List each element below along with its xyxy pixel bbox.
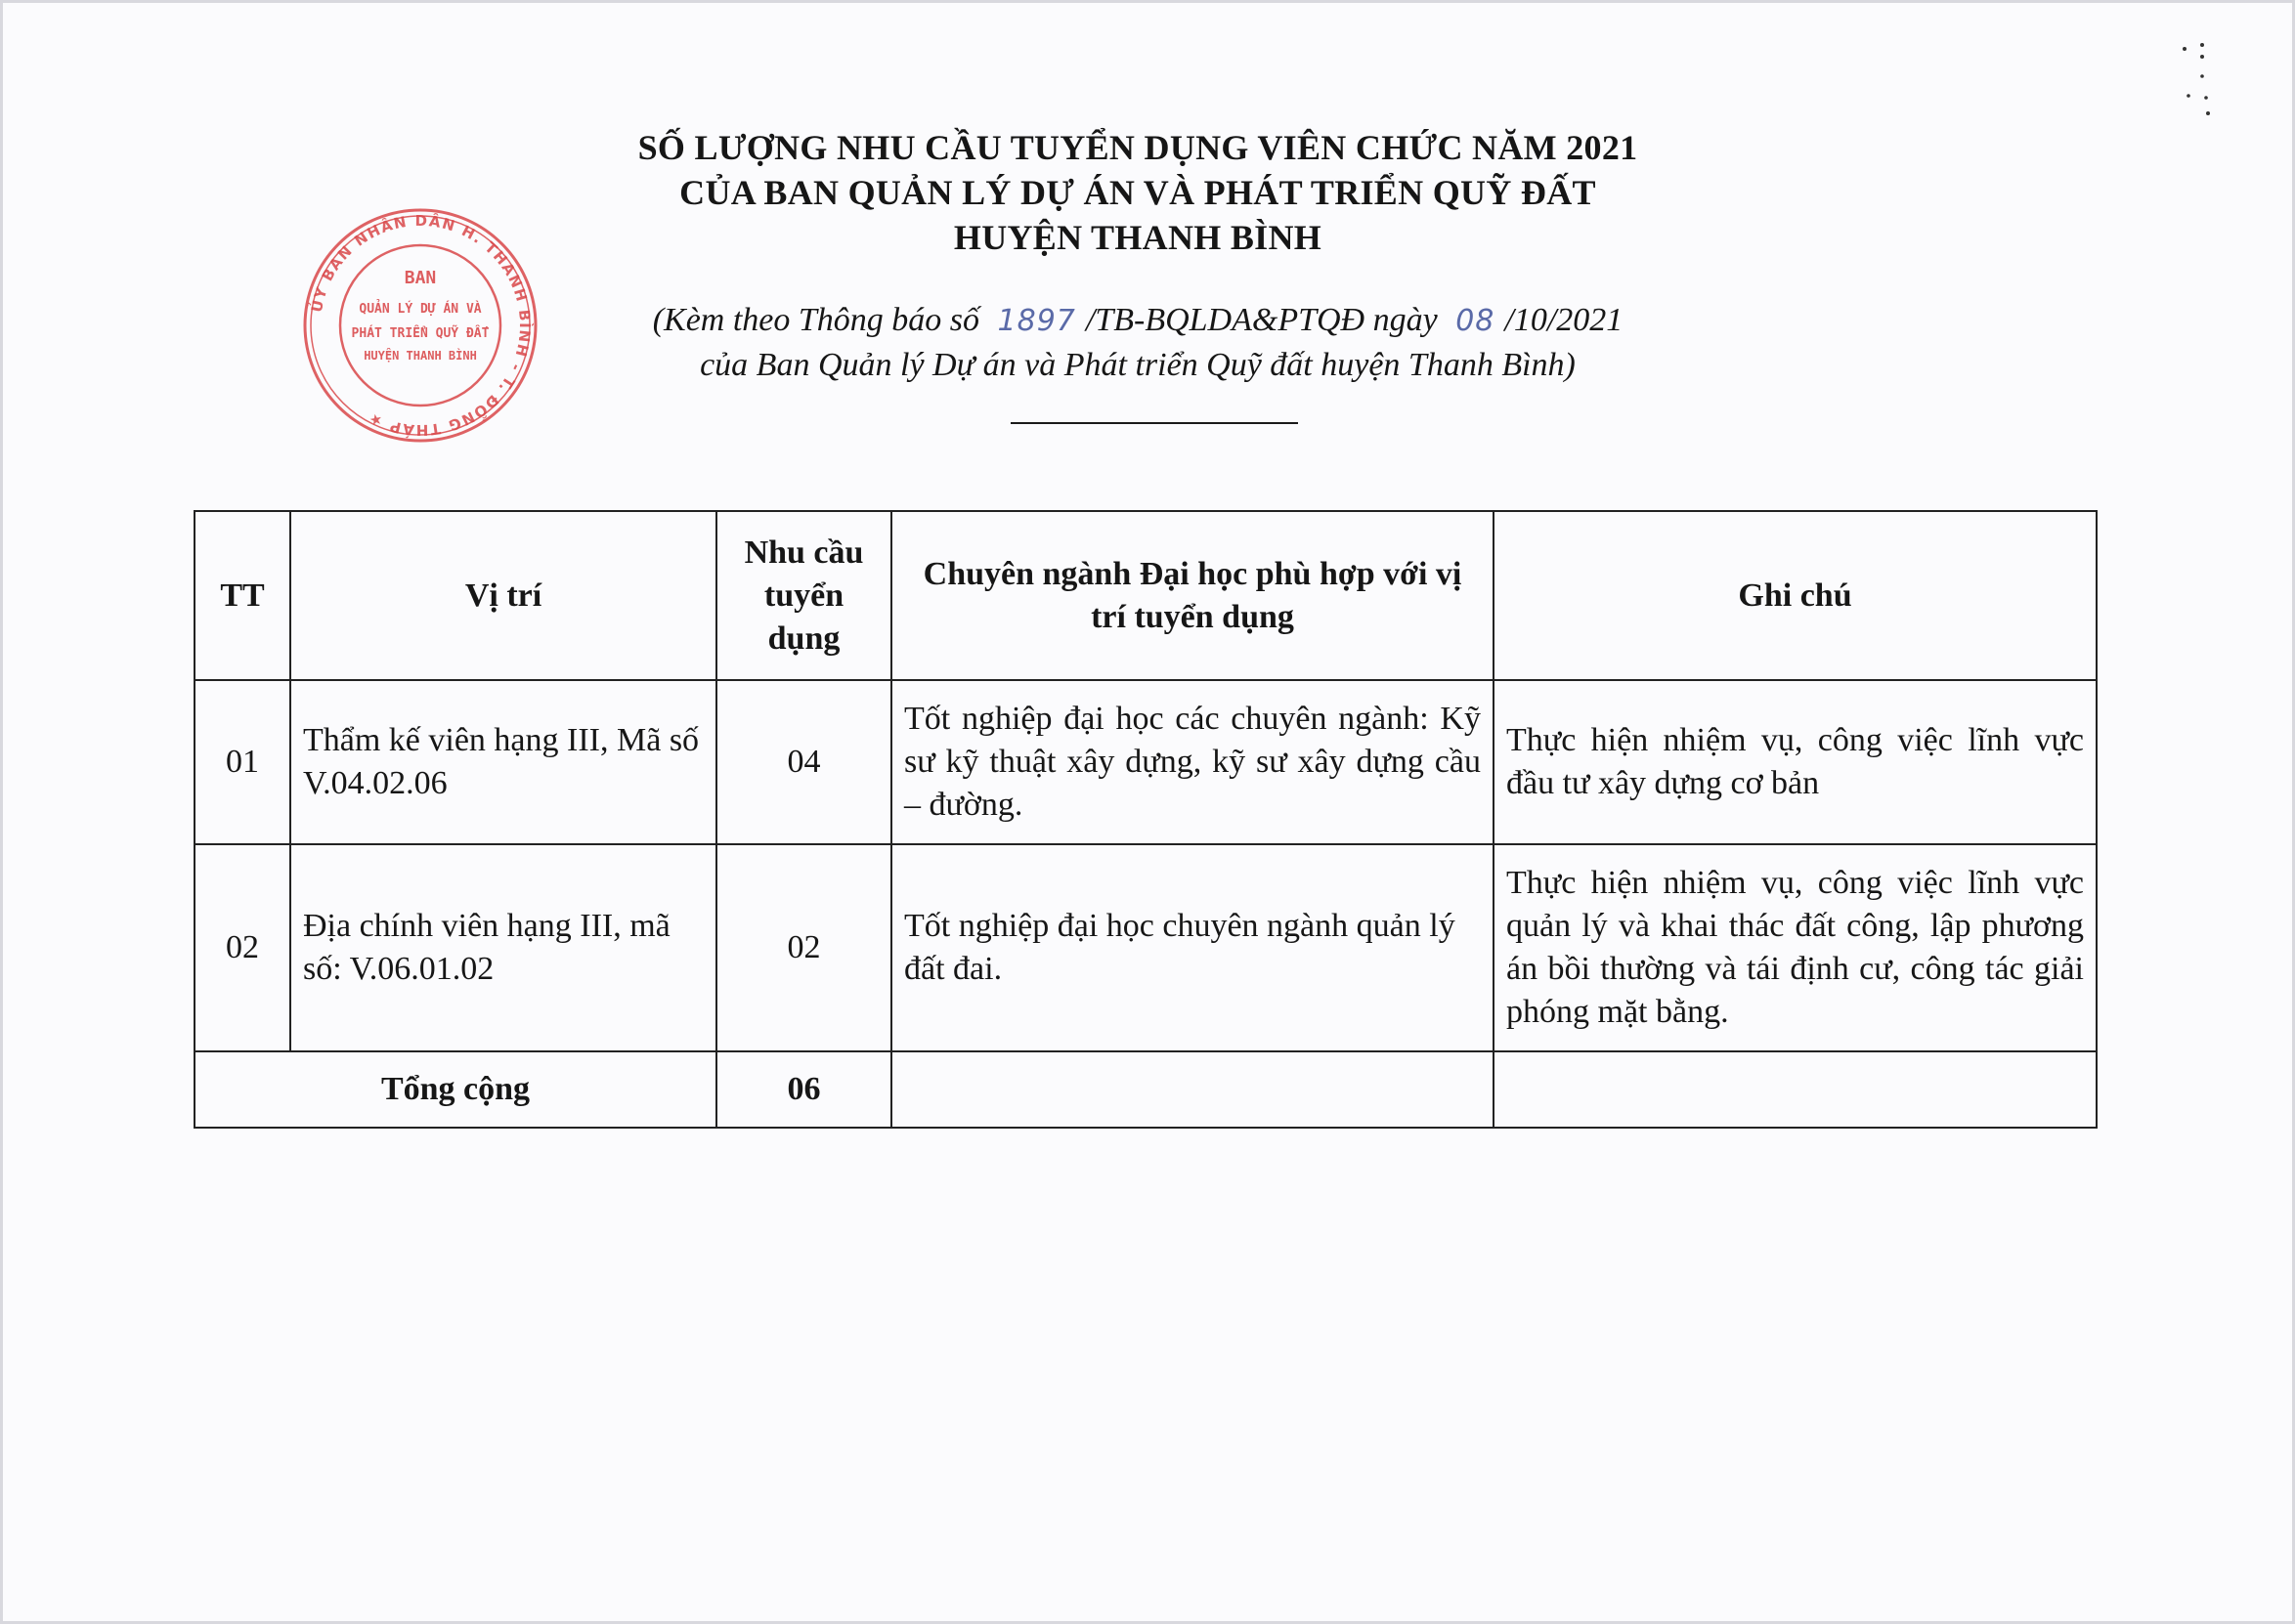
subtitle-middle: /TB-BQLDA&PTQĐ ngày <box>1085 302 1438 338</box>
table-row <box>195 844 2097 1051</box>
table-total-row <box>195 1051 2097 1128</box>
recruitment-table <box>194 510 2098 1129</box>
row-tt: 02 <box>195 844 290 1051</box>
subtitle-line-1 <box>0 299 2285 343</box>
document-title-line-2: CỦA BAN QUẢN LÝ DỰ ÁN VÀ PHÁT TRIỂN QUỸ ĐẤT <box>679 173 1596 212</box>
handwritten-day: 08 <box>1455 304 1495 338</box>
total-count: 06 <box>716 1051 891 1128</box>
header-count: Nhu cầu tuyển dụng <box>716 511 891 680</box>
row-note: Thực hiện nhiệm vụ, công việc lĩnh vực đầu tư xây dựng cơ bản <box>1494 680 2097 844</box>
row-tt: 01 <box>195 680 290 844</box>
svg-text:PHÁT TRIỂN QUỸ ĐẤT: PHÁT TRIỂN QUỸ ĐẤT <box>351 326 490 341</box>
header-major: Chuyên ngành Đại học phù hợp với vị trí tuyển dụng <box>891 511 1494 680</box>
subtitle-suffix: /10/2021 <box>1504 302 1624 338</box>
row-position: Địa chính viên hạng III, mã số: V.06.01.02 <box>290 844 716 1051</box>
row-count: 04 <box>716 680 891 844</box>
total-label: Tổng cộng <box>195 1051 716 1128</box>
table-row <box>195 680 2097 844</box>
total-note-empty <box>1494 1051 2097 1128</box>
row-count: 02 <box>716 844 891 1051</box>
subtitle-prefix: (Kèm theo Thông báo số <box>652 302 980 338</box>
header-note: Ghi chú <box>1494 511 2097 680</box>
document-title-line-1: SỐ LƯỢNG NHU CẦU TUYỂN DỤNG VIÊN CHỨC NĂM 2021 <box>637 128 1638 167</box>
subtitle-line-2: của Ban Quản lý Dự án và Phát triển Quỹ đất huyện Thanh Bình) <box>700 347 1576 383</box>
header-position: Vị trí <box>290 511 716 680</box>
row-position: Thẩm kế viên hạng III, Mã số V.04.02.06 <box>290 680 716 844</box>
title-underline <box>1011 422 1298 424</box>
row-note: Thực hiện nhiệm vụ, công việc lĩnh vực quản lý và khai thác đất công, lập phương án bồi thường và tái định cư, công tác giải phóng mặt bằng. <box>1494 844 2097 1051</box>
header-tt: TT <box>195 511 290 680</box>
row-major: Tốt nghiệp đại học chuyên ngành quản lý đất đai. <box>891 844 1494 1051</box>
handwritten-doc-number: 1897 <box>997 304 1076 338</box>
total-major-empty <box>891 1051 1494 1128</box>
svg-text:HUYỆN THANH BÌNH: HUYỆN THANH BÌNH <box>364 349 477 363</box>
svg-text:QUẢN LÝ DỰ ÁN VÀ: QUẢN LÝ DỰ ÁN VÀ <box>359 302 482 317</box>
row-major: Tốt nghiệp đại học các chuyên ngành: Kỹ sư kỹ thuật xây dựng, kỹ sư xây dựng cầu – đường. <box>891 680 1494 844</box>
document-title-line-3: HUYỆN THANH BÌNH <box>953 218 1322 257</box>
scan-specks <box>2175 35 2214 123</box>
svg-text:ỦY BAN NHÂN DÂN H. THANH BÌNH: ỦY BAN NHÂN DÂN H. THANH BÌNH - T. ĐỒNG THÁP ★ <box>307 211 535 440</box>
svg-text:BAN: BAN <box>404 268 437 288</box>
table-header-row <box>195 511 2097 680</box>
